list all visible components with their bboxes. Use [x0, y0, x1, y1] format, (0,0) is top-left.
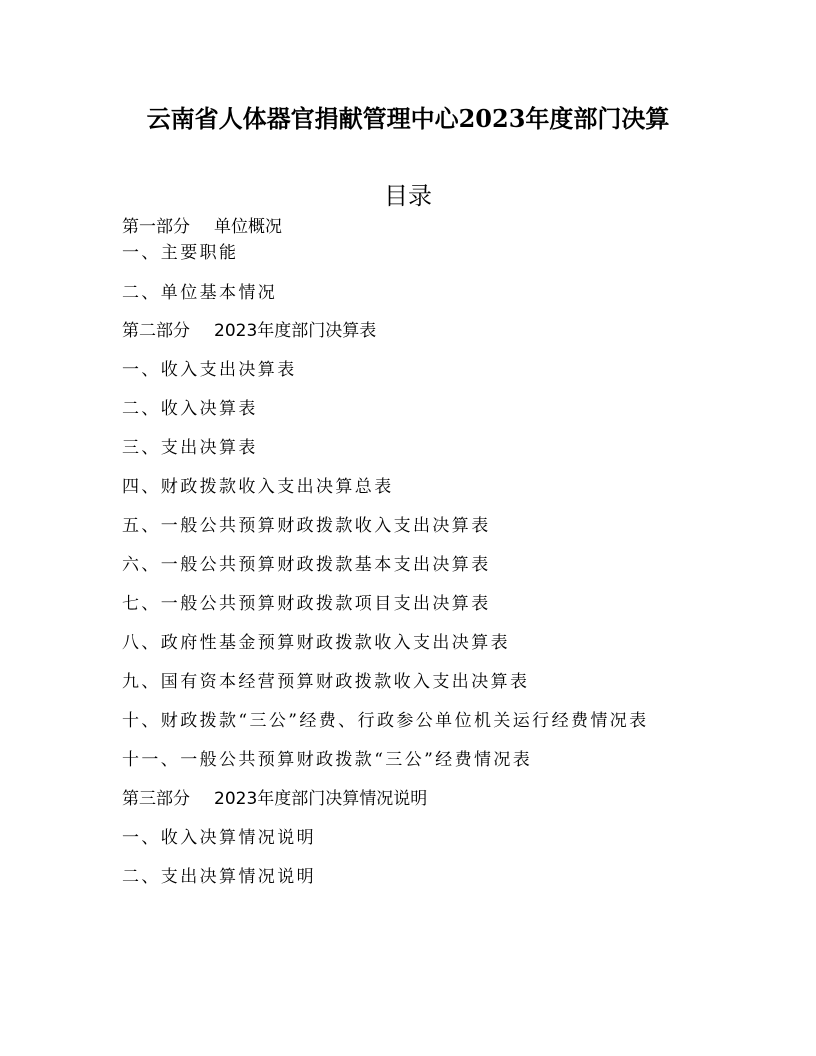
toc-heading: 目录	[384, 182, 432, 210]
toc-item[interactable]: 八、政府性基金预算财政拨款收入支出决算表	[122, 633, 510, 653]
toc-item[interactable]: 一、收入决算情况说明	[122, 828, 316, 848]
toc-item[interactable]: 四、财政拨款收入支出决算总表	[122, 477, 394, 497]
toc-part-2-heading[interactable]	[122, 318, 376, 344]
toc-item[interactable]: 二、支出决算情况说明	[122, 867, 316, 887]
toc-part-label: 第二部分	[122, 321, 190, 341]
toc-item[interactable]: 五、一般公共预算财政拨款收入支出决算表	[122, 516, 491, 536]
toc-part-title: 2023年度部门决算表	[214, 321, 377, 341]
toc-item[interactable]: 一、主要职能	[122, 243, 239, 263]
toc-part-title: 2023年度部门决算情况说明	[214, 789, 428, 809]
toc-item[interactable]: 六、一般公共预算财政拨款基本支出决算表	[122, 555, 491, 575]
toc-part-1-heading[interactable]	[122, 214, 282, 240]
toc-item[interactable]: 七、一般公共预算财政拨款项目支出决算表	[122, 594, 491, 614]
toc-item[interactable]: 二、单位基本情况	[122, 283, 278, 303]
toc-item[interactable]: 十一、一般公共预算财政拨款“三公”经费情况表	[122, 750, 533, 770]
toc-item[interactable]: 九、国有资本经营预算财政拨款收入支出决算表	[122, 672, 530, 692]
toc-part-label: 第一部分	[122, 217, 190, 237]
toc-item[interactable]: 二、收入决算表	[122, 399, 258, 419]
toc-part-title: 单位概况	[214, 217, 282, 237]
toc-part-3-heading[interactable]	[122, 786, 427, 812]
toc-part-label: 第三部分	[122, 789, 190, 809]
toc-item[interactable]: 十、财政拨款“三公”经费、行政参公单位机关运行经费情况表	[122, 711, 649, 731]
document-title: 云南省人体器官捐献管理中心2023年度部门决算	[146, 104, 670, 133]
toc-item[interactable]: 三、支出决算表	[122, 438, 258, 458]
toc-item[interactable]: 一、收入支出决算表	[122, 360, 297, 380]
